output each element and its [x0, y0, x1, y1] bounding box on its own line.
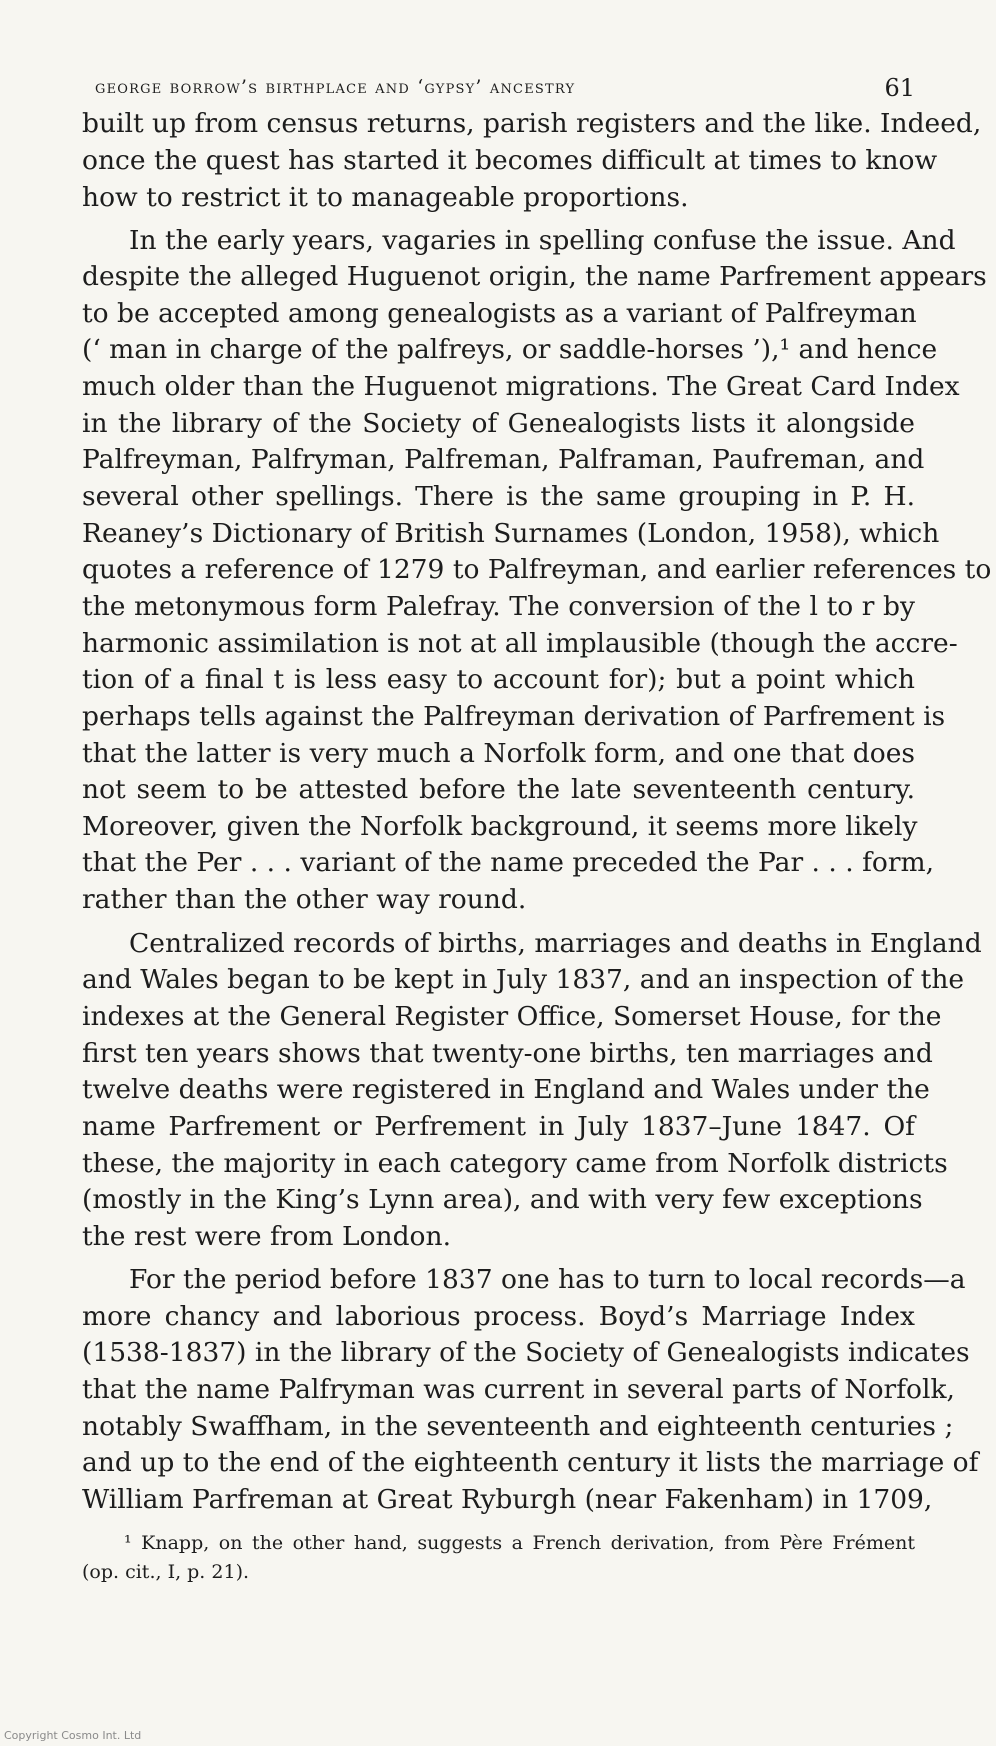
body-line: and up to the end of the eighteenth century it lists the marriage of: [82, 1447, 979, 1478]
body-line: several other spellings. There is the same grouping in P. H.: [82, 481, 915, 512]
body-line: despite the alleged Huguenot origin, the name Parfrement appears: [82, 261, 987, 292]
body-line: Palfreyman, Palfryman, Palfreman, Palframan, Paufreman, and: [82, 444, 925, 475]
running-head: [95, 76, 915, 106]
body-line: William Parfreman at Great Ryburgh (near Fakenham) in 1709,: [82, 1484, 933, 1515]
footnote-line: ¹ Knapp, on the other hand, suggests a French derivation, from Père Frément: [124, 1532, 915, 1554]
body-line: notably Swaffham, in the seventeenth and eighteenth centuries ;: [82, 1411, 954, 1442]
body-line: in the library of the Society of Genealogists lists it alongside: [82, 408, 915, 439]
body-line: For the period before 1837 one has to turn to local records—a: [129, 1264, 966, 1295]
body-line: Reaney’s Dictionary of British Surnames (London, 1958), which: [82, 518, 940, 549]
copyright-watermark: Copyright Cosmo Int. Ltd: [4, 1729, 142, 1742]
footnote-line: (op. cit., I, p. 21).: [82, 1561, 250, 1583]
body-line: quotes a reference of 1279 to Palfreyman, and earlier references to: [82, 554, 992, 585]
body-line: once the quest has started it becomes difficult at times to know: [82, 145, 938, 176]
body-line: to be accepted among genealogists as a variant of Palfreyman: [82, 298, 917, 329]
body-line: name Parfrement or Perfrement in July 1837–June 1847. Of: [82, 1111, 915, 1142]
body-line: that the latter is very much a Norfolk form, and one that does: [82, 738, 915, 769]
body-line: built up from census returns, parish registers and the like. Indeed,: [82, 108, 982, 139]
body-line: indexes at the General Register Office, Somerset House, for the: [82, 1001, 942, 1032]
body-line: the metonymous form Palefray. The conversion of the l to r by: [82, 591, 915, 622]
body-line: Moreover, given the Norfolk background, it seems more likely: [82, 811, 918, 842]
body-line: that the Per . . . variant of the name preceded the Par . . . form,: [82, 847, 935, 878]
body-line: perhaps tells against the Palfreyman derivation of Parfrement is: [82, 701, 946, 732]
body-line: rather than the other way round.: [82, 884, 527, 915]
body-line: these, the majority in each category came from Norfolk districts: [82, 1148, 948, 1179]
body-line: twelve deaths were registered in England and Wales under the: [82, 1074, 930, 1105]
body-line: harmonic assimilation is not at all implausible (though the accre-: [82, 628, 958, 659]
body-line: (‘ man in charge of the palfreys, or saddle-horses ’),¹ and hence: [82, 334, 938, 365]
body-line: (1538-1837) in the library of the Society of Genealogists indicates: [82, 1337, 970, 1368]
running-head-title: george borrow’s birthplace and ‘gypsy’ ancestry: [95, 76, 576, 98]
body-line: In the early years, vagaries in spelling confuse the issue. And: [129, 225, 956, 256]
body-line: that the name Palfryman was current in several parts of Norfolk,: [82, 1374, 955, 1405]
body-line: how to restrict it to manageable proportions.: [82, 182, 689, 213]
body-line: much older than the Huguenot migrations. The Great Card Index: [82, 371, 960, 402]
body-line: more chancy and laborious process. Boyd’s Marriage Index: [82, 1301, 915, 1332]
body-line: tion of a final t is less easy to account for); but a point which: [82, 664, 915, 695]
body-line: and Wales began to be kept in July 1837, and an inspection of the: [82, 964, 965, 995]
body-line: first ten years shows that twenty-one births, ten marriages and: [82, 1038, 933, 1069]
page-number: 61: [884, 74, 915, 102]
body-line: not seem to be attested before the late seventeenth century.: [82, 774, 915, 805]
body-line: the rest were from London.: [82, 1221, 451, 1252]
body-line: (mostly in the King’s Lynn area), and with very few exceptions: [82, 1184, 923, 1215]
body-line: Centralized records of births, marriages and deaths in England: [129, 928, 982, 959]
